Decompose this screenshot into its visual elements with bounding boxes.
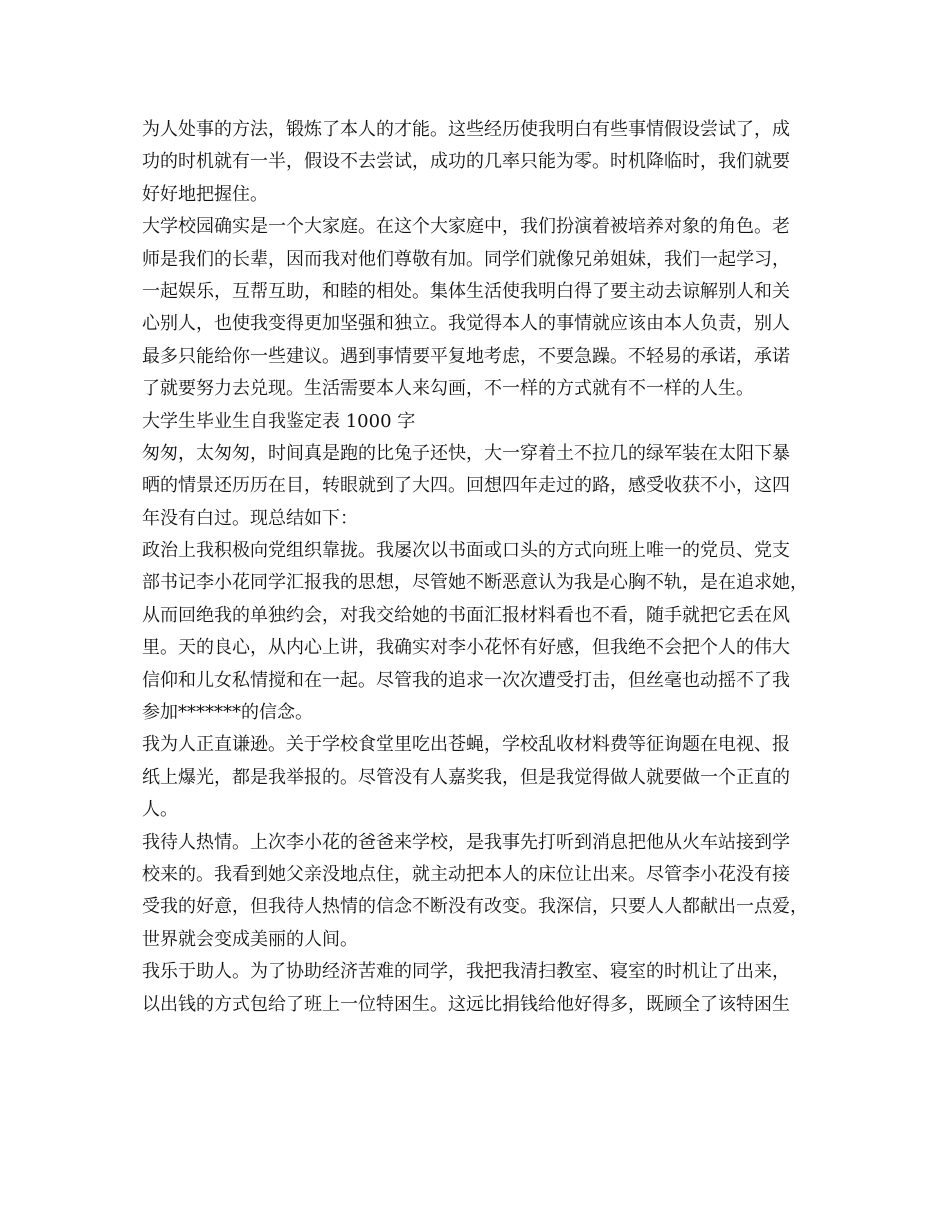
text-line: 心别人，也使我变得更加坚强和独立。我觉得本人的事情就应该由本人负责，别人 bbox=[142, 313, 790, 335]
text-line: 以出钱的方式包给了班上一位特困生。这远比捐钱给他好得多，既顾全了该特困生 bbox=[142, 993, 790, 1015]
text-line: 我为人正直谦逊。关于学校食堂里吃出苍蝇，学校乱收材料费等征询题在电视、报 bbox=[142, 734, 790, 756]
document-body bbox=[142, 114, 822, 1021]
text-line: 受我的好意，但我待人热情的信念不断没有改变。我深信，只要人人都献出一点爱， bbox=[142, 896, 808, 918]
text-line: 我乐于助人。为了协助经济苦难的同学，我把我清扫教室、寝室的时机让了出来， bbox=[142, 961, 790, 983]
text-line: 政治上我积极向党组织靠拢。我屡次以书面或口头的方式向班上唯一的党员、党支 bbox=[142, 540, 790, 562]
text-line: 了就要努力去兑现。生活需要本人来勾画，不一样的方式就有不一样的人生。 bbox=[142, 378, 754, 400]
text-line: 部书记李小花同学汇报我的思想，尽管她不断恶意认为我是心胸不轨，是在追求她， bbox=[142, 572, 808, 594]
text-line: 大学生毕业生自我鉴定表 1000 字 bbox=[142, 410, 416, 432]
text-line: 年没有白过。现总结如下： bbox=[142, 507, 358, 529]
text-line: 匆匆，太匆匆，时间真是跑的比兔子还快，大一穿着土不拉几的绿军装在太阳下暴 bbox=[142, 442, 790, 464]
text-line: 从而回绝我的单独约会，对我交给她的书面汇报材料看也不看，随手就把它丢在风 bbox=[142, 604, 790, 626]
text-line: 参加*******的信念。 bbox=[142, 702, 313, 724]
text-line: 信仰和儿女私情搅和在一起。尽管我的追求一次次遭受打击，但丝毫也动摇不了我 bbox=[142, 669, 790, 691]
text-line: 为人处事的方法，锻炼了本人的才能。这些经历使我明白有些事情假设尝试了，成 bbox=[142, 119, 790, 140]
text-line: 师是我们的长辈，因而我对他们尊敬有加。同学们就像兄弟姐妹，我们一起学习， bbox=[142, 248, 790, 270]
text-line: 我待人热情。上次李小花的爸爸来学校，是我事先打听到消息把他从火车站接到学 bbox=[142, 831, 790, 853]
text-line: 世界就会变成美丽的人间。 bbox=[142, 928, 358, 950]
text-line: 大学校园确实是一个大家庭。在这个大家庭中，我们扮演着被培养对象的角色。老 bbox=[142, 216, 790, 238]
text-line: 纸上爆光，都是我举报的。尽管没有人嘉奖我，但是我觉得做人就要做一个正直的 bbox=[142, 766, 790, 788]
text-line: 里。天的良心，从内心上讲，我确实对李小花怀有好感，但我绝不会把个人的伟大 bbox=[142, 637, 790, 659]
text-line: 晒的情景还历历在目，转眼就到了大四。回想四年走过的路，感受收获不小，这四 bbox=[142, 475, 790, 497]
text-line: 人。 bbox=[142, 799, 178, 821]
text-line: 校来的。我看到她父亲没地点住，就主动把本人的床位让出来。尽管李小花没有接 bbox=[142, 863, 790, 885]
text-line: 一起娱乐，互帮互助，和睦的相处。集体生活使我明白得了要主动去谅解别人和关 bbox=[142, 280, 790, 302]
text-line: 好好地把握住。 bbox=[142, 183, 268, 205]
text-line: 功的时机就有一半，假设不去尝试，成功的几率只能为零。时机降临时，我们就要 bbox=[142, 151, 790, 173]
text-line: 最多只能给你一些建议。遇到事情要平复地考虑，不要急躁。不轻易的承诺，承诺 bbox=[142, 345, 790, 367]
